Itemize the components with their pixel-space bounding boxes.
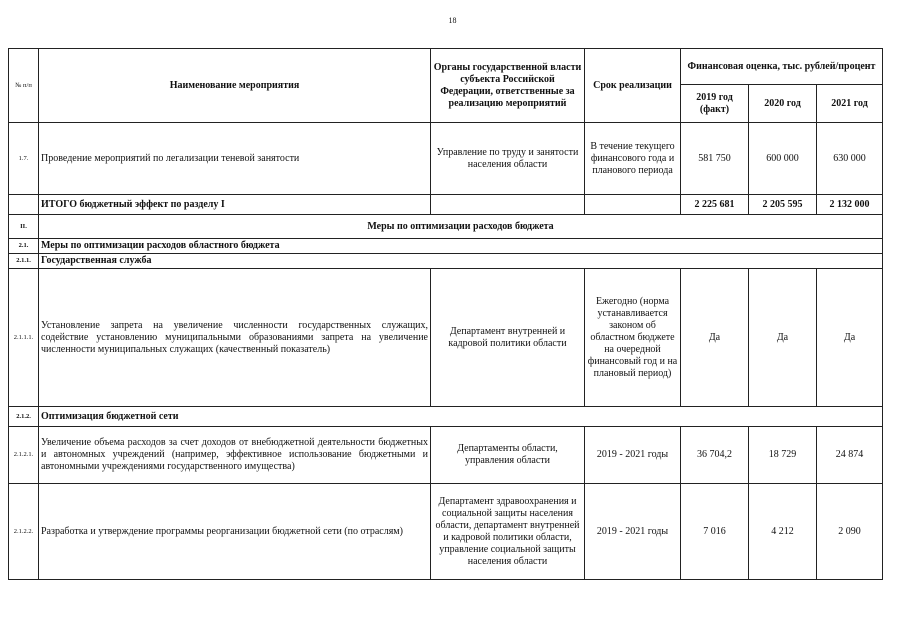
table-header-row <box>9 49 883 85</box>
subsection-row <box>9 254 883 269</box>
total-label: ИТОГО бюджетный эффект по разделу I <box>39 195 431 215</box>
row-value-2021: Да <box>817 269 883 407</box>
subsection-title: Государственная служба <box>39 254 883 269</box>
row-term: 2019 - 2021 годы <box>585 484 681 580</box>
header-year-2021: 2021 год <box>817 85 883 123</box>
row-org: Управление по труду и занятости населения области <box>431 123 585 195</box>
total-value-2019: 2 225 681 <box>681 195 749 215</box>
subsection-title: Меры по оптимизации расходов областного бюджета <box>39 239 883 254</box>
total-term-empty <box>585 195 681 215</box>
row-value-2021: 2 090 <box>817 484 883 580</box>
row-value-2020: 4 212 <box>749 484 817 580</box>
row-value-2020: 18 729 <box>749 427 817 484</box>
row-org: Департамент здравоохранения и социальной защиты населения области, департамент внутренней и кадровой политики области, управление социальной защиты населения области <box>431 484 585 580</box>
total-org-empty <box>431 195 585 215</box>
subsection-num: 2.1.2. <box>9 407 39 427</box>
subsection-title: Оптимизация бюджетной сети <box>39 407 883 427</box>
row-num: 2.1.1.1. <box>9 269 39 407</box>
row-term: 2019 - 2021 годы <box>585 427 681 484</box>
table-row <box>9 123 883 195</box>
subsection-row <box>9 407 883 427</box>
subsection-num: 2.1. <box>9 239 39 254</box>
row-value-2021: 24 874 <box>817 427 883 484</box>
row-org: Департамент внутренней и кадровой политики области <box>431 269 585 407</box>
page-number: 18 <box>448 16 457 25</box>
header-year-2019: 2019 год (факт) <box>681 85 749 123</box>
row-term: Ежегодно (норма устанавливается законом об областном бюджете на очередной финансовый год и на плановый период) <box>585 269 681 407</box>
table-row <box>9 427 883 484</box>
row-num: 1.7. <box>9 123 39 195</box>
row-name: Проведение мероприятий по легализации теневой занятости <box>39 123 431 195</box>
row-value-2019: 7 016 <box>681 484 749 580</box>
row-value-2020: Да <box>749 269 817 407</box>
header-term: Срок реализации <box>585 49 681 123</box>
row-term: В течение текущего финансового года и планового периода <box>585 123 681 195</box>
budget-measures-table <box>8 48 883 580</box>
total-row <box>9 195 883 215</box>
table-row <box>9 269 883 407</box>
header-org: Органы государственной власти субъекта Российской Федерации, ответственные за реализацию мероприятий <box>431 49 585 123</box>
section-num: II. <box>9 215 39 239</box>
row-value-2020: 600 000 <box>749 123 817 195</box>
row-num: 2.1.2.2. <box>9 484 39 580</box>
header-finance: Финансовая оценка, тыс. рублей/процент <box>681 49 883 85</box>
row-num: 2.1.2.1. <box>9 427 39 484</box>
row-value-2021: 630 000 <box>817 123 883 195</box>
row-org: Департаменты области, управления области <box>431 427 585 484</box>
row-value-2019: Да <box>681 269 749 407</box>
row-value-2019: 581 750 <box>681 123 749 195</box>
subsection-num: 2.1.1. <box>9 254 39 269</box>
total-value-2021: 2 132 000 <box>817 195 883 215</box>
row-name: Увеличение объема расходов за счет доходов от внебюджетной деятельности бюджетных и автономных учреждений (например, эффективное использование бюджетными и автономными учреждениями государственного имущества) <box>39 427 431 484</box>
header-num: № п/п <box>9 49 39 123</box>
row-name: Установление запрета на увеличение численности государственных служащих, содействие установлению муниципальными образованиями запрета на увеличение численности муниципальных служащих (качественный показатель) <box>39 269 431 407</box>
header-name: Наименование мероприятия <box>39 49 431 123</box>
section-row <box>9 215 883 239</box>
total-num-empty <box>9 195 39 215</box>
header-year-2020: 2020 год <box>749 85 817 123</box>
row-value-2019: 36 704,2 <box>681 427 749 484</box>
total-value-2020: 2 205 595 <box>749 195 817 215</box>
row-name: Разработка и утверждение программы реорганизации бюджетной сети (по отраслям) <box>39 484 431 580</box>
section-title: Меры по оптимизации расходов бюджета <box>39 215 883 239</box>
subsection-row <box>9 239 883 254</box>
table-row <box>9 484 883 580</box>
